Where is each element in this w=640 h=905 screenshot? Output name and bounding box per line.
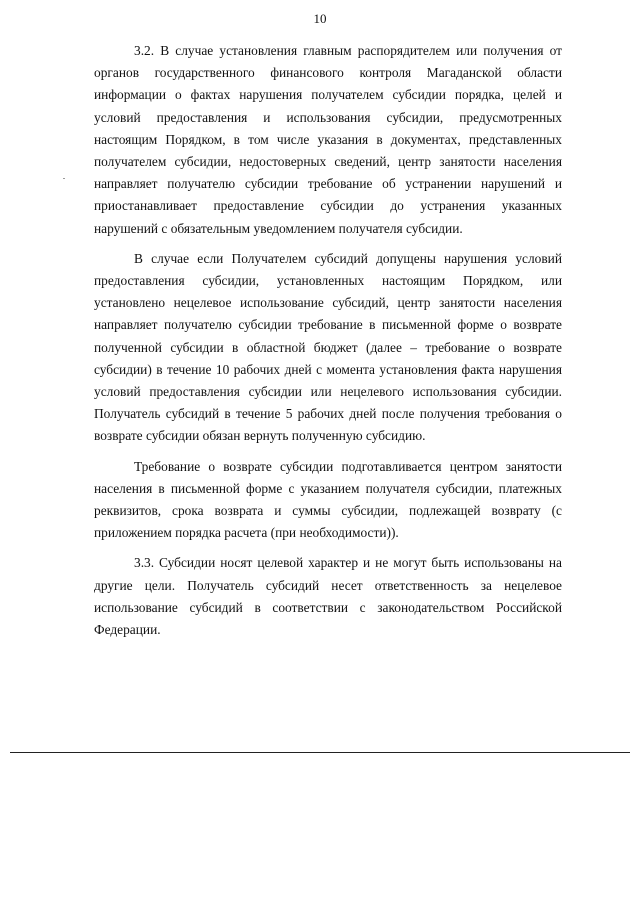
paragraph-gap xyxy=(94,240,562,248)
paragraph-3-2: 3.2. В случае установления главным распорядителем или получения от органов государственного финансового контроля Магаданской области информации о фактах нарушения получателем субсидии порядка, целей и условий предоставления и использования субсидии, предусмотренных настоящим Порядком, в том числе указания в документах, представленных получателем субсидии, недостоверных сведений, центр занятости населения направляет получателю субсидии требование об устранении нарушений и приостанавливает предоставление субсидии до устранения указанных нарушений с обязательным уведомлением получателя субсидии. xyxy=(94,43,562,236)
paragraph-violation-refund: В случае если Получателем субсидий допущены нарушения условий предоставления субсидии, установленных настоящим Порядком, или установлено нецелевое использование субсидий, центр занятости населения направляет получателю субсидии требование в письменной форме о возврате полученной субсидии в областной бюджет (далее – требование о возврате субсидии) в течение 10 рабочих дней с момента установления факта нарушения условий предоставления субсидии или нецелевого использования субсидии. Получатель субсидий в течение 5 рабочих дней после получения требования о возврате субсидии обязан вернуть полученную субсидию. xyxy=(94,250,562,444)
footer-divider xyxy=(10,752,630,753)
margin-mark xyxy=(63,178,65,179)
paragraph-gap xyxy=(94,544,562,552)
paragraph-refund-requirement: Требование о возврате субсидии подготавливается центром занятости населения в письменной форме с указанием получателя субсидии, платежных реквизитов, срока возврата и суммы субсидии, подлежащей возврату (с приложением порядка расчета (при необходимости)). xyxy=(94,458,562,541)
page-number: 10 xyxy=(313,11,327,26)
paragraph-gap xyxy=(94,448,562,456)
document-body xyxy=(94,40,562,641)
paragraph-3-3: 3.3. Субсидии носят целевой характер и не могут быть использованы на другие цели. Получатель субсидий несет ответственность за нецелевое использование субсидий в соответствии с законодательством Российской Федерации. xyxy=(94,555,562,638)
